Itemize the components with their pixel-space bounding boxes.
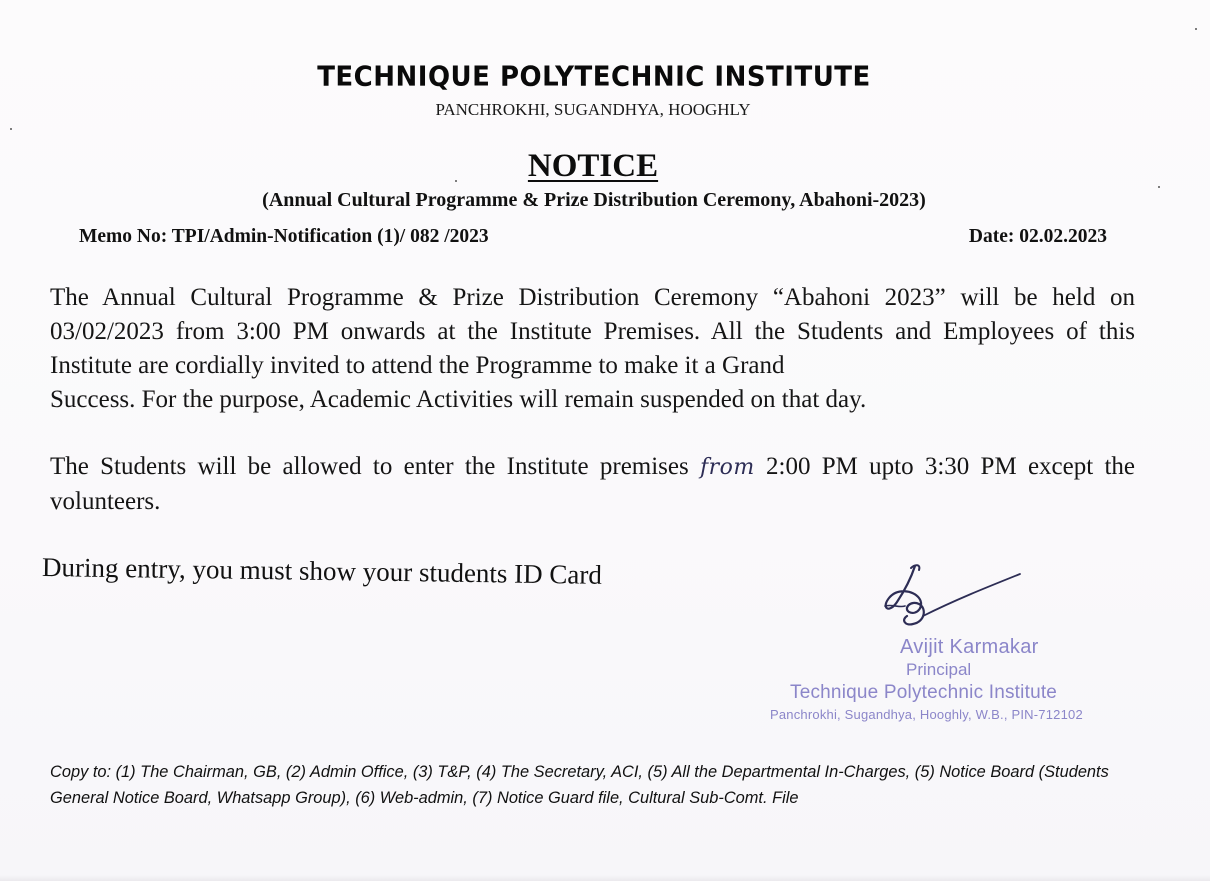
- notice-date: Date: 02.02.2023: [968, 226, 1107, 247]
- institute-address: PANCHROKHI, SUGANDHYA, HOOGHLY: [435, 100, 751, 119]
- notice-title: [0, 148, 1186, 185]
- signature-icon: [875, 560, 1025, 640]
- paragraph-event-main: The Annual Cultural Programme & Prize Distribution Ceremony “Abahoni 2023” will be held on 03/02/2023 from 3:00 PM onwards at the Institute Premises. All the Students and Employees of this Institute are cordially invited to attend the Programme to make it a Grand: [50, 284, 1135, 379]
- handwritten-correction: from: [700, 455, 755, 480]
- scan-speck: [455, 180, 457, 182]
- memo-number: Memo No: TPI/Admin-Notification (1)/ 082 /2023: [79, 226, 489, 247]
- stamp-institute: Technique Polytechnic Institute: [790, 682, 1058, 703]
- scan-speck: [1158, 186, 1160, 188]
- scan-speck: [10, 128, 12, 130]
- paragraph-entry-time: [50, 450, 1135, 519]
- paragraph-id-card: During entry, you must show your students ID Card: [41, 552, 603, 590]
- memo-row: [79, 226, 1107, 248]
- notice-subtitle: (Annual Cultural Programme & Prize Distribution Ceremony, Abahoni-2023): [262, 189, 926, 211]
- paragraph-event-last-line: Success. For the purpose, Academic Activities will remain suspended on that day.: [50, 386, 867, 413]
- entry-time-start: The Students will be allowed to enter the Institute premises: [50, 453, 689, 480]
- scan-speck: [1195, 28, 1197, 30]
- institute-name: TECHNIQUE POLYTECHNIC INSTITUTE: [317, 61, 871, 93]
- stamp-designation: Principal: [906, 660, 972, 679]
- paragraph-event-details: [50, 281, 1135, 417]
- copy-to-list: Copy to: (1) The Chairman, GB, (2) Admin Office, (3) T&P, (4) The Secretary, ACI, (5) All the Departmental In-Charges, (5) Notice Board (Students General Notice Board, Whatsapp Group), (6) Web-admin, (7) Notice Guard file, Cultural Sub-Comt. File: [50, 763, 1109, 807]
- principal-stamp: [760, 636, 1140, 722]
- notice-title-text: NOTICE: [527, 148, 659, 184]
- entry-time-end: 2:00 PM upto 3:30 PM except the volunteers.: [50, 453, 1135, 515]
- stamp-address: Panchrokhi, Sugandhya, Hooghly, W.B., PIN-712102: [770, 707, 1083, 722]
- stamp-name: Avijit Karmakar: [900, 636, 1039, 658]
